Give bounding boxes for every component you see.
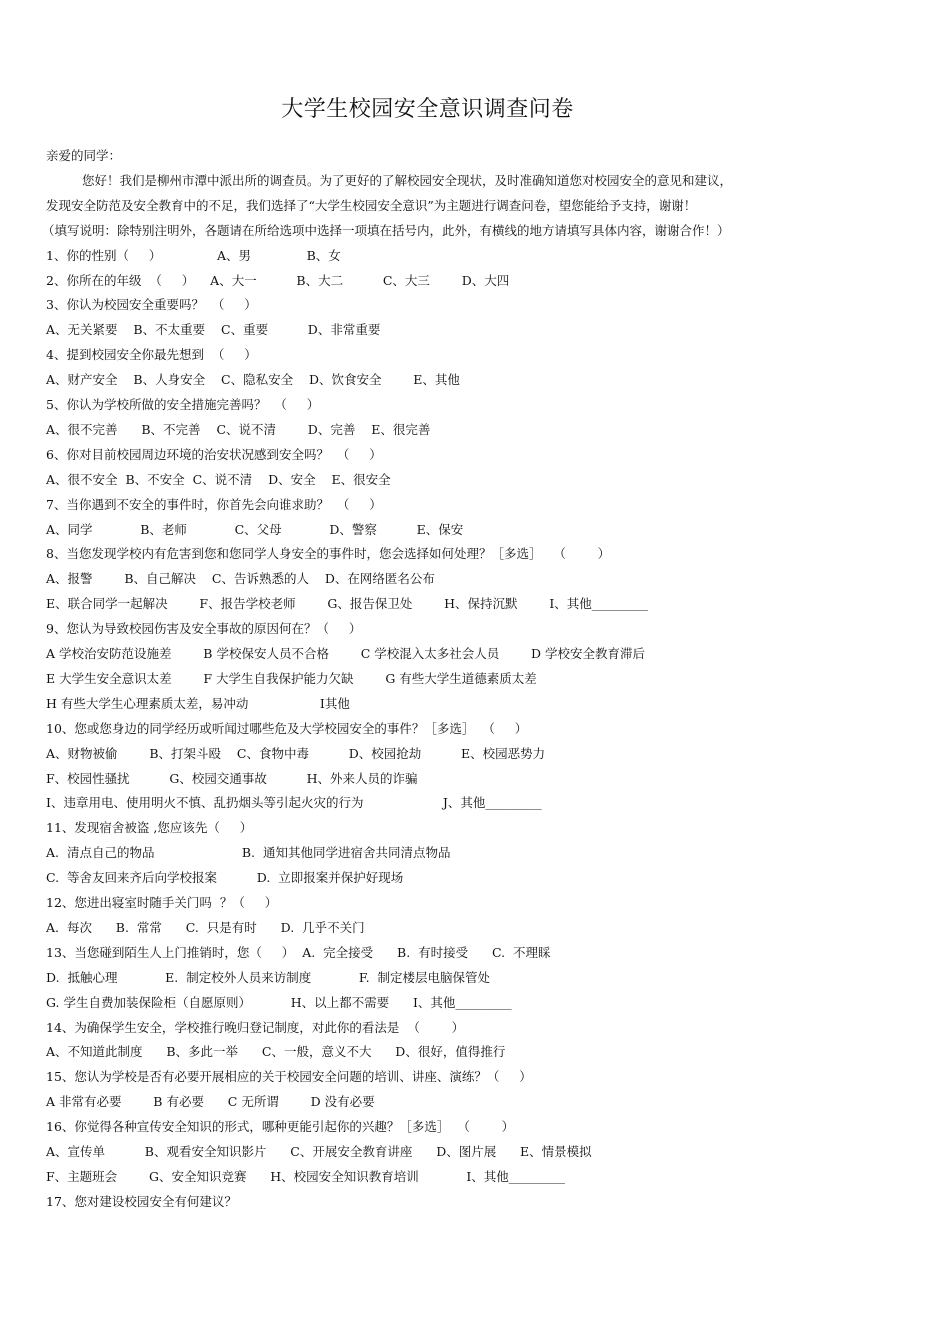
question-line: 16、你觉得各种宣传安全知识的形式，哪种更能引起你的兴趣？［多选］ （ ） (46, 1119, 515, 1134)
question-line: A、财物被偷 B、打架斗殴 C、食物中毒 D、校园抢劫 E、校园恶势力 (46, 746, 546, 761)
intro-text: 发现安全防范及安全教育中的不足，我们选择了“大学生校园安全意识”为主题进行调查问卷，望您能给予支持，谢谢！ (46, 198, 697, 213)
question-line: 5、你认为学校所做的安全措施完善吗？ （ ） (46, 397, 320, 412)
question-line: A 非常有必要 B 有必要 C 无所谓 D 没有必要 (46, 1094, 375, 1109)
question-line: 11、发现宿舍被盗 ,您应该先（ ） (46, 820, 253, 835)
question-line: 9、您认为导致校园伤害及安全事故的原因何在？（ ） (46, 621, 362, 636)
question-line: 15、您认为学校是否有必要开展相应的关于校园安全问题的培训、讲座、演练？（ ） (46, 1069, 532, 1084)
question-line: A、很不安全 B、不安全 C、说不清 D、安全 E、很安全 (46, 472, 391, 487)
question-line: A 学校治安防范设施差 B 学校保安人员不合格 C 学校混入太多社会人员 D 学校安全教育滞后 (46, 646, 646, 661)
question-line: A、财产安全 B、人身安全 C、隐私安全 D、饮食安全 E、其他 (46, 372, 460, 387)
question-line: 8、当您发现学校内有危害到您和您同学人身安全的事件时，您会选择如何处理？［多选］ （ ） (46, 546, 611, 561)
question-line: A、报警 B、自己解决 C、告诉熟悉的人 D、在网络匿名公布 (46, 571, 435, 586)
question-line: A、很不完善 B、不完善 C、说不清 D、完善 E、很完善 (46, 422, 431, 437)
question-line: G. 学生自费加装保险柜（自愿原则） H、以上都不需要 I、其他_________ (46, 995, 512, 1010)
question-line: C. 等舍友回来齐后向学校报案 D. 立即报案并保护好现场 (46, 870, 404, 885)
question-line: 17、您对建设校园安全有何建议？ (46, 1194, 237, 1209)
question-line: A、不知道此制度 B、多此一举 C、一般，意义不大 D、很好，值得推行 (46, 1044, 506, 1059)
question-line: H 有些大学生心理素质太差，易冲动 I其他 (46, 696, 350, 711)
question-line: F、校园性骚扰 G、校园交通事故 H、外来人员的诈骗 (46, 771, 418, 786)
question-line: E、联合同学一起解决 F、报告学校老师 G、报告保卫处 H、保持沉默 I、其他_________ (46, 596, 649, 611)
greeting: 亲爱的同学： (46, 148, 122, 163)
question-line: 3、你认为校园安全重要吗？ （ ） (46, 297, 257, 312)
question-line: 14、为确保学生安全，学校推行晚归登记制度，对此你的看法是 （ ） (46, 1020, 465, 1035)
question-line: A、同学 B、老师 C、父母 D、警察 E、保安 (46, 522, 464, 537)
question-line: 2、你所在的年级 （ ） A、大一 B、大二 C、大三 D、大四 (46, 273, 510, 288)
question-line: I、违章用电、使用明火不慎、乱扔烟头等引起火灾的行为 J、其他_________ (46, 795, 542, 810)
question-line: A、宣传单 B、观看安全知识影片 C、开展安全教育讲座 D、图片展 E、情景模拟 (46, 1144, 592, 1159)
question-line: A. 每次 B. 常常 C. 只是有时 D. 几乎不关门 (46, 920, 365, 935)
question-line: 12、您进出寝室时随手关门吗 ？（ ） (46, 895, 278, 910)
page-title: 大学生校园安全意识调查问卷 (281, 97, 574, 122)
question-line: D. 抵触心理 E. 制定校外人员来访制度 F. 制定楼层电脑保管处 (46, 970, 491, 985)
question-line: 7、当你遇到不安全的事件时，你首先会向谁求助？ （ ） (46, 497, 382, 512)
question-line: E 大学生安全意识太差 F 大学生自我保护能力欠缺 G 有些大学生道德素质太差 (46, 671, 537, 686)
question-line: 1、你的性别（ ） A、男 B、女 (46, 248, 341, 263)
question-line: A、无关紧要 B、不太重要 C、重要 D、非常重要 (46, 322, 381, 337)
question-line: 13、当您碰到陌生人上门推销时，您（ ） A. 完全接受 B. 有时接受 C. 不理睬 (46, 945, 551, 960)
intro-text: （填写说明：除特别注明外，各题请在所给选项中选择一项填在括号内，此外，有横线的地方请填写具体内容，谢谢合作！） (42, 223, 730, 238)
question-line: F、主题班会 G、安全知识竞赛 H、校园安全知识教育培训 I、其他_________ (46, 1169, 566, 1184)
question-line: 10、您或您身边的同学经历或听闻过哪些危及大学校园安全的事件？［多选］ （ ） (46, 721, 528, 736)
question-line: 6、你对目前校园周边环境的治安状况感到安全吗？ （ ） (46, 447, 382, 462)
question-line: 4、提到校园安全你最先想到 （ ） (46, 347, 257, 362)
intro-text: 您好！我们是柳州市潭中派出所的调查员。为了更好的了解校园安全现状，及时准确知道您对校园安全的意见和建议， (82, 173, 733, 188)
question-line: A. 清点自己的物品 B. 通知其他同学进宿舍共同清点物品 (46, 845, 451, 860)
